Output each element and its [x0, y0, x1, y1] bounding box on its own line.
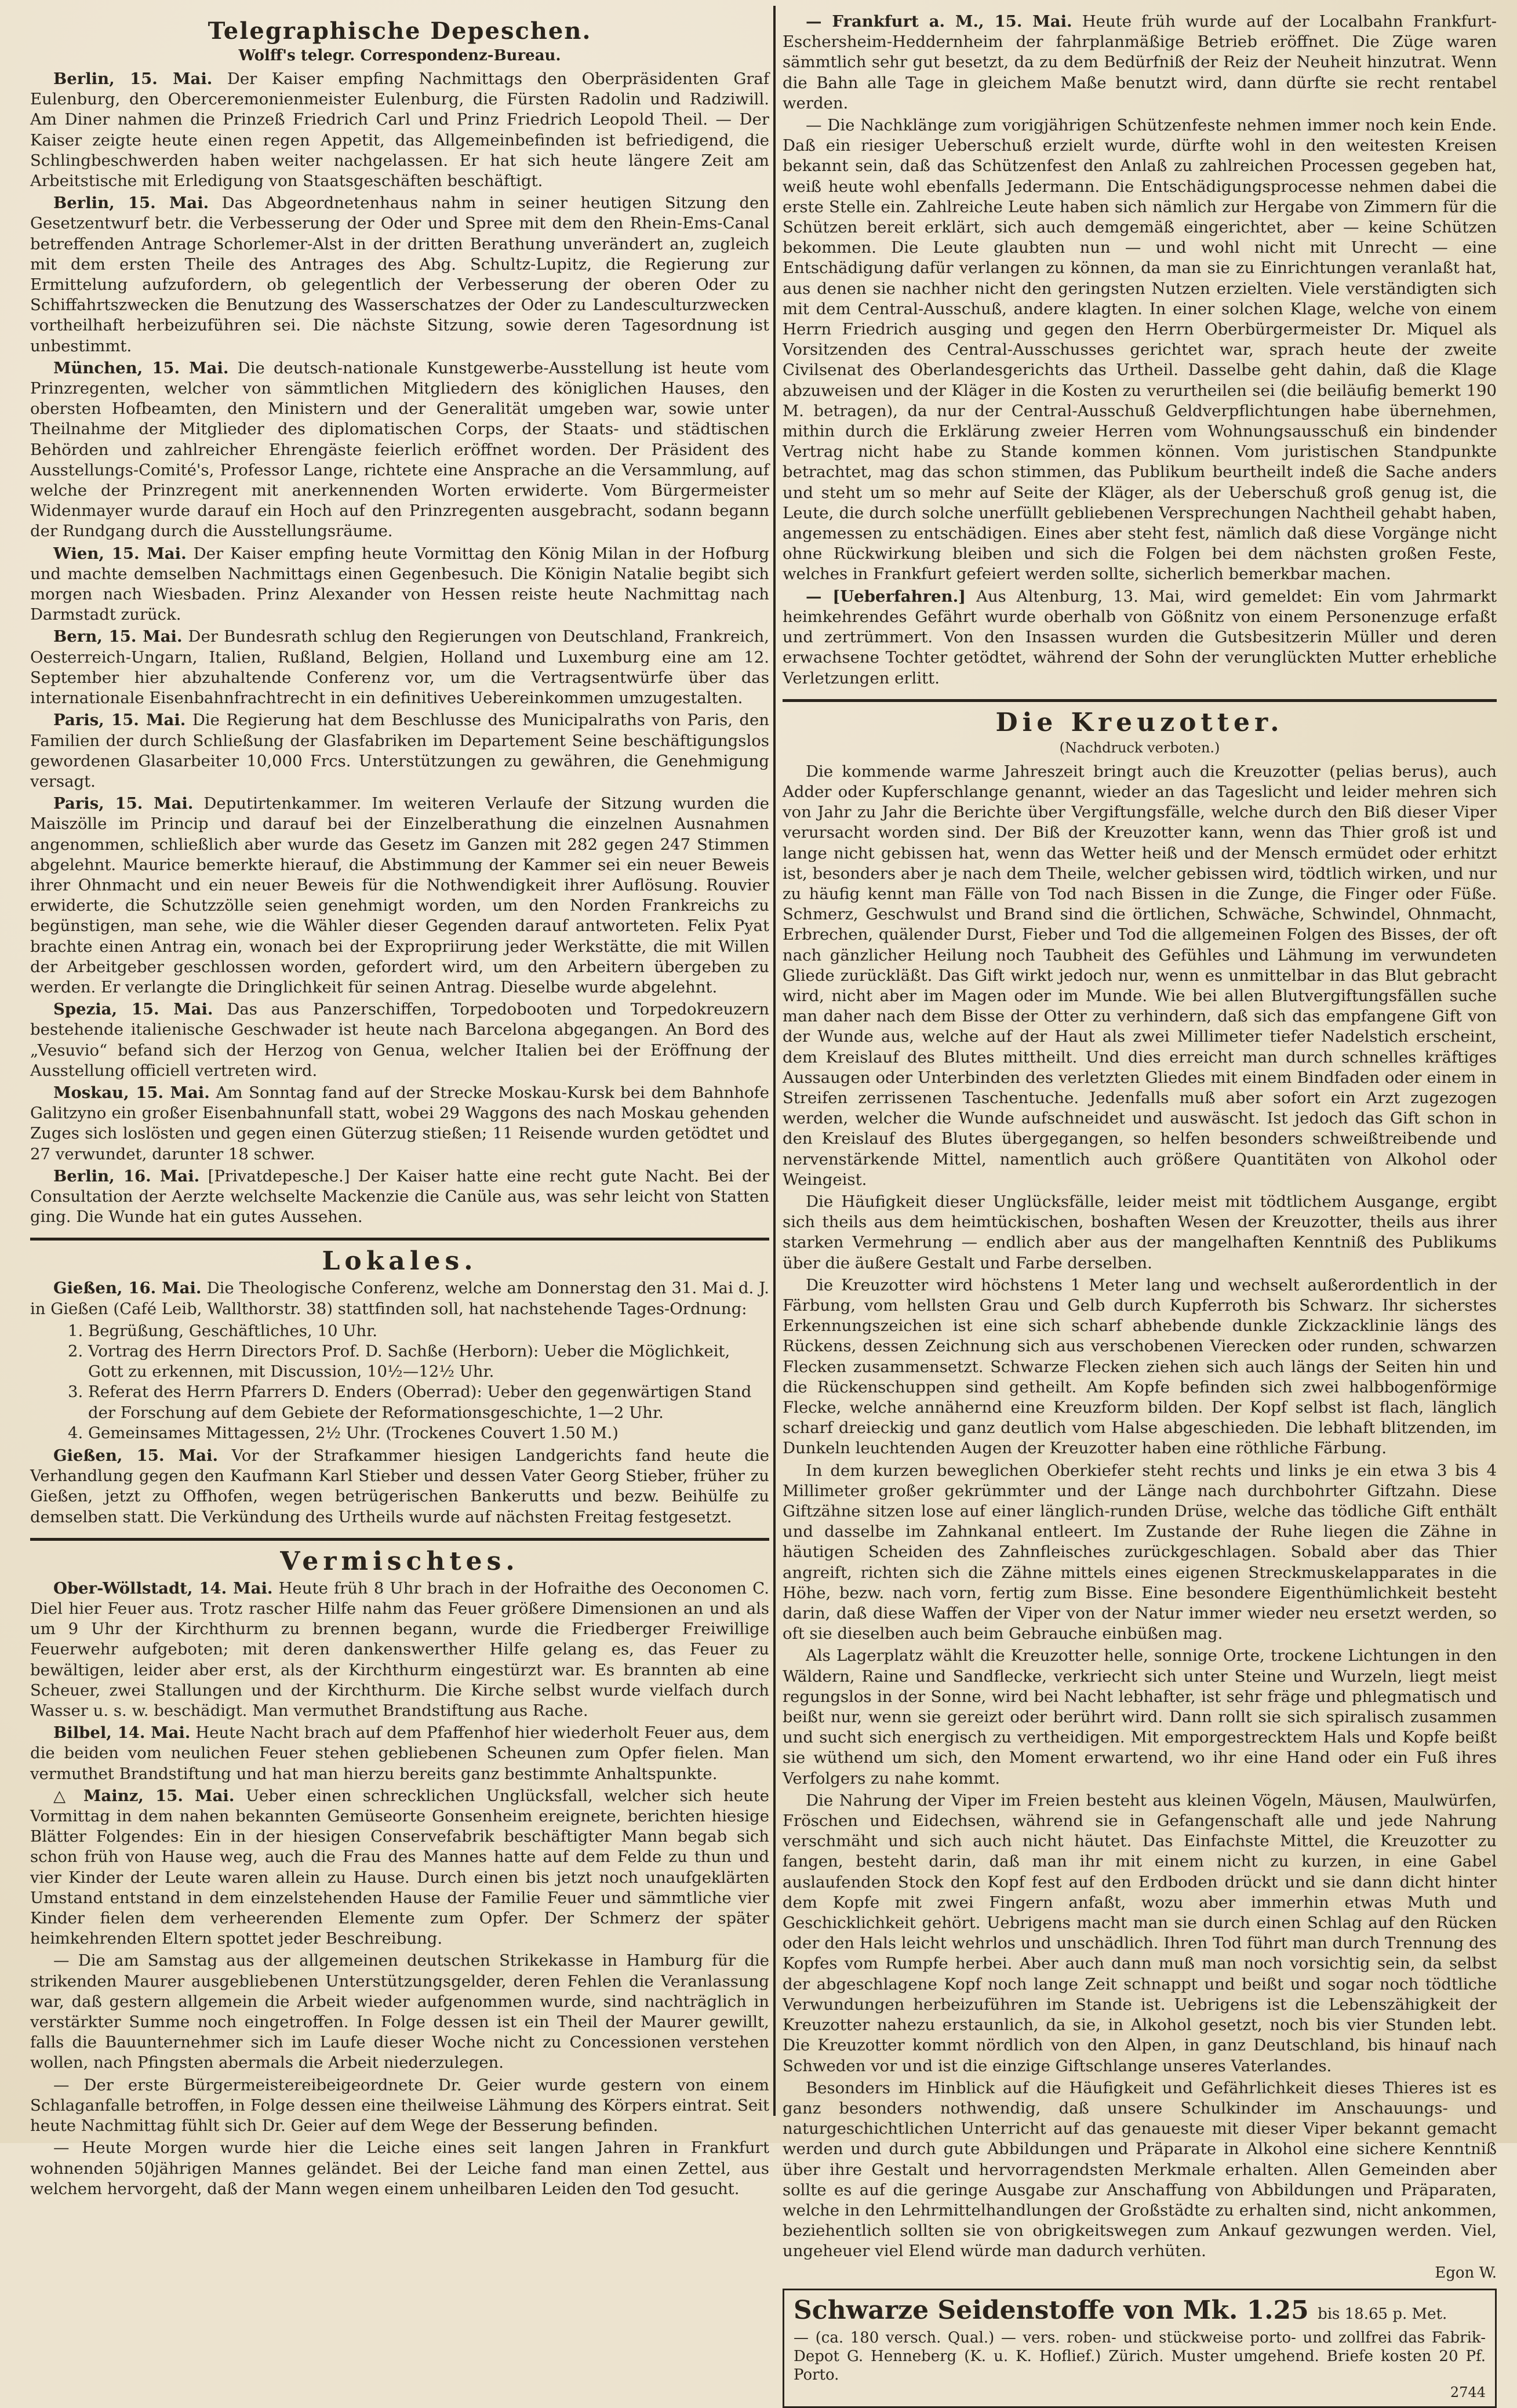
article-text: Die Regierung hat dem Beschlusse des Municipalraths von Paris, den Familien der durch Schließung der Glasfabriken im Departement Seine beschäftigungslos gewordenen Glasarbeiter 10,000 Frcs. Unterstützungen zu gewähren, die Genehmigung versagt. [30, 711, 769, 791]
article-text: Das Abgeordnetenhaus nahm in seiner heutigen Sitzung den Gesetzentwurf betr. die Verbesserung der Oder und Spree mit dem den Rhein-Ems-Canal betreffenden Antrage Schorlemer-Alst in der dritten Berathung unverändert an, zugleich mit dem ersten Theile des Antrages des Abg. Schultz-Lupitz, die Regierung zur Ermittelung aufzufordern, ob gelegentlich der Verbesserung der oberen Oder zu Schiffahrtszwecken die Benutzung des Wasserschatzes der Oder zu Landesculturzwecken vortheilhaft herbeizuführen sei. Die nächste Sitzung, sowie deren Tagesordnung ist unbestimmt. [30, 194, 769, 355]
article-paragraph: In dem kurzen beweglichen Oberkiefer steht rechts und links je ein etwa 3 bis 4 Millimeter großer gekrümmter und der Länge nach durchbohrter Giftzahn. Diese Giftzähne sitzen lose auf einer länglich-runden Drüse, welche das tödliche Gift enthält und dasselbe im Zahnkanal entleert. Im Zustande der Ruhe liegen die Zähne in häutigen Scheiden des Zahnfleisches zurückgeschlagen. Sobald aber das Thier angreift, richten sich die Zähne mittels eines eigenen Streckmuskelapparates in die Höhe, bezw. nach vorn, fertig zum Bisse. Eine besondere Eigenthümlichkeit besteht darin, daß diese Waffen der Viper von der Natur immer wieder neu ersetzt werden, so oft sie dieselben auch beim Gebrauche einbüßen mag. [783, 1461, 1497, 1643]
dateline: — Frankfurt a. M., 15. Mai. [806, 12, 1072, 31]
article-text: Heute Nacht brach auf dem Pfaffenhof hier wiederholt Feuer aus, dem die beiden vom neulichen Feuer stehen gebliebenen Scheunen zum Opfer fielen. Man vermuthet Brandstiftung und hat man hierzu bereits ganz bestimmte Anhaltspunkte. [30, 1723, 769, 1783]
vermischtes-title: Vermischtes. [280, 1546, 519, 1576]
article-text: [Privatdepesche.] Der Kaiser hatte eine recht gute Nacht. Bei der Consultation der Aerzte welchselte Mackenzie die Canüle aus, was sehr leicht von Statten ging. Die Wunde hat ein gutes Aussehen. [30, 1166, 769, 1227]
article-paragraph [30, 627, 769, 708]
agenda-item: 3. Referat des Herrn Pfarrers D. Enders (Oberrad): Ueber den gegenwärtigen Stand der Forschung auf dem Gebiete der Reformationsgeschichte, 1—2 Uhr. [88, 1382, 769, 1423]
article-paragraph [30, 1786, 769, 1949]
lokales-agenda [30, 1321, 769, 1443]
article-text: Der Bundesrath schlug den Regierungen von Deutschland, Frankreich, Oesterreich-Ungarn, Italien, Rußland, Belgien, Holland und Luxemburg eine am 12. September hier abzuhaltende Conferenz vor, um die Vertragsentwürfe über das internationale Eisenbahnfrachtrecht in ein definitives Uebereinkommen umzugestalten. [30, 627, 769, 708]
kreuzotter-note: (Nachdruck verboten.) [1059, 739, 1220, 756]
article-text: Heute früh 8 Uhr brach in der Hofraithe des Oeconomen C. Diel hier Feuer aus. Trotz rascher Hilfe nahm das Feuer größere Dimensionen an und als um 9 Uhr der Kirchthurm zu brennen begann, wurde die Friedberger Freiwillige Feuerwehr aufgeboten; mit deren dankenswerther Hilfe gelang es, das Feuer zu bewältigen, leider aber erst, als der Kirchthurm eingestürzt war. Es brannten ab eine Scheuer, zwei Stallungen und der Kirchthurm. Die Kirche selbst wurde vielfach durch Wasser u. s. w. beschädigt. Man vermuthet Brandstiftung aus Rache. [30, 1578, 769, 1720]
article-paragraph: Als Lagerplatz wählt die Kreuzotter helle, sonnige Orte, trockene Lichtungen in den Wäldern, Raine und Sandflecke, verkriecht sich unter Steine und Wurzeln, liegt meist regungslos in der Sonne, wird bei Nacht lebhafter, ist sehr fräge und phlegmatisch und beißt nur, wenn sie gereizt oder berührt wird. Dann rollt sie sich spiralisch zusammen und sucht sich energisch zu vertheidigen. Mit emporgestrecktem Hals und Kopfe beißt sie wüthend um sich, den Moment erwartend, wo ihr eine Hand oder ein Fuß ihres Verfolgers zu nahe kommt. [783, 1646, 1497, 1788]
article-text: — Die Nachklänge zum vorigjährigen Schützenfeste nehmen immer noch kein Ende. Daß ein riesiger Ueberschuß erzielt wurde, dürfte wohl in den weitesten Kreisen bekannt sein, daß das Schützenfest den Anlaß zu zahlreichen Processen gegeben hat, weiß heute wohl ebenfalls Jedermann. Die Entschädigungsprocesse nehmen dabei die erste Stelle ein. Zahlreiche Leute haben sich nämlich zur Hergabe von Zimmern für die Schützen bereit erklärt, sich auch demgemäß eingerichtet, aber — keine Schützen bekommen. Die Leute glaubten nun — und wohl nicht mit Unrecht — eine Entschädigung dafür verlangen zu können, da man sie zu Einrichtungen veranlaßt hat, aus denen sie nachher nicht den geringsten Nutzen erzielten. Viele verständigten sich mit dem Central-Ausschuß, andere klagten. In einer solchen Klage, welche von einem Herrn Friedrich ausging und gegen den Herrn Oberbürgermeister Dr. Miquel als Vorsitzenden des Central-Ausschusses gerichtet war, sprach heute der zweite Civilsenat des Oberlandesgerichts das Urtheil. Dasselbe geht dahin, daß die Klage abzuweisen und der Kläger in die Kosten zu verurtheilen sei (die beiläufig bemerkt 190 M. betragen), da nur der Central-Ausschuß Geldverpflichtungen habe übernehmen, mithin durch die Erklärung zweier Herren vom Wohnungsausschuß ein bindender Vertrag nicht habe zu Stande kommen können. Vom juristischen Standpunkte betrachtet, mag das schon stimmen, das Publikum beurtheilt indeß die Sache anders und steht um so mehr auf Seite der Kläger, als der Ueberschuß groß genug ist, die Leute, die durch solche unerfüllt gebliebenen Versprechungen Nachtheil gehabt haben, angemessen zu entschädigen. Eines aber steht fest, nämlich daß diese Vorgänge nicht ohne Rückwirkung bleiben und sich die Folgen bei dem nächsten großen Feste, welches in Frankfurt gefeiert werden sollte, sicherlich bemerkbar machen. [783, 116, 1497, 584]
section-divider [30, 1538, 769, 1541]
article-text: Ueber einen schrecklichen Unglücksfall, welcher sich heute Vormittag in dem nahen bekannten Gemüseorte Gonsenheim ereignete, berichten hiesige Blätter Folgendes: Ein in der hiesigen Conservefabrik beschäftigter Mann begab sich schon früh von Hause weg, auch die Frau des Mannes hatte auf dem Felde zu thun und vier Kinder der Leute waren allein zu Hause. Durch einen bis jetzt noch unaufgeklärten Umstand entstand in dem einzelstehenden Hause der Familie Feuer und sämmtliche vier Kinder fielen dem verheerenden Elemente zum Opfer. Der Schmerz der später heimkehrenden Eltern spottet jeder Beschreibung. [30, 1786, 770, 1948]
dateline: Gießen, 15. Mai. [53, 1446, 219, 1465]
dateline: Ober-Wöllstadt, 14. Mai. [53, 1578, 273, 1598]
article-text: Die deutsch-nationale Kunstgewerbe-Ausstellung ist heute vom Prinzregenten, welcher von sämmtlichen Mitgliedern des königlichen Hauses, den obersten Hofbeamten, den Ministern und der Generalität umgeben war, sowie unter Theilnahme der Mitglieder des diplomatischen Corps, der Staats- und städtischen Behörden und zahlreicher Ehrengäste feierlich eröffnet worden. Der Präsident des Ausstellungs-Comité's, Professor Lange, richtete eine Ansprache an die Versammlung, auf welche der Prinzregent mit anerkennenden Worten erwiderte. Vom Bürgermeister Widenmayer wurde darauf ein Hoch auf den Prinzregenten ausgebracht, sodann begann der Rundgang durch die Ausstellungsräume. [30, 358, 769, 541]
article-paragraph [30, 193, 769, 357]
article-paragraph [30, 544, 769, 625]
agenda-item: 1. Begrüßung, Geschäftliches, 10 Uhr. [88, 1321, 769, 1341]
article-paragraph [30, 1083, 769, 1165]
article-text: Deputirtenkammer. Im weiteren Verlaufe der Sitzung wurden die Maiszölle im Princip und darauf bei der Einzelberathung die einzelnen Ausnahmen angenommen, schließlich aber wurde das Gesetz im Ganzen mit 282 gegen 247 Stimmen abgelehnt. Maurice bemerkte hierauf, die Abstimmung der Kammer sei ein neuer Beweis ihrer Ohnmacht und ein neuer Beweis für die Nothwendigkeit ihrer Auflösung. Rouvier erwiderte, die Schutzzölle seien genehmigt worden, um den Norden Frankreichs zu begünstigen, man sehe, wie die Wähler dieser Gegenden darauf antworteten. Felix Pyat brachte einen Antrag ein, wonach bei der Expropriirung jeder Werkstätte, die mit Willen der Arbeitgeber geschlossen worden, gefordert wird, um den Arbeitern übergeben zu werden. Er verlangte die Dringlichkeit für seinen Antrag. Dieselbe wurde abgelehnt. [30, 794, 769, 996]
article-text: — Der erste Bürgermeistereibeigeordnete Dr. Geier wurde gestern von einem Schlaganfalle betroffen, in Folge dessen eine theilweise Lähmung des Körpers eintrat. Seit heute Nachmittag fühlt sich Dr. Geier auf dem Wege der Besserung befinden. [30, 2075, 769, 2136]
article-text: Der Kaiser empfing Nachmittags den Oberpräsidenten Graf Eulenburg, den Oberceremonienmeister Eulenburg, die Fürsten Radolin und Radziwill. Am Diner nahmen die Prinzeß Friedrich Carl und Prinz Friedrich Leopold Theil. — Der Kaiser zeigte heute einen regen Appetit, das Allgemeinbefinden ist befriedigend, die Schlingbeschwerden haben weiter nachgelassen. Er hat sich heute längere Zeit am Arbeitstische mit Erledigung von Staatsgeschäften beschäftigt. [30, 70, 770, 191]
dateline: Bern, 15. Mai. [53, 627, 183, 646]
dateline: Wien, 15. Mai. [53, 544, 187, 563]
dateline: Berlin, 15. Mai. [53, 194, 209, 213]
dateline: Paris, 15. Mai. [53, 711, 186, 730]
article-text: Vor der Strafkammer hiesigen Landgerichts fand heute die Verhandlung gegen den Kaufmann Karl Stieber und dessen Vater Georg Stieber, früher zu Gießen, jetzt zu Offhofen, wegen betrügerischen Bankerutts und bezw. Beihülfe zu demselben statt. Die Verkündung des Urtheils wurde auf nächsten Freitag festgesetzt. [30, 1446, 769, 1526]
dateline: Bilbel, 14. Mai. [53, 1723, 191, 1743]
article-paragraph [30, 999, 769, 1081]
dateline: △ Mainz, 15. Mai. [53, 1786, 235, 1805]
article-paragraph [30, 69, 769, 191]
article-text: — Heute Morgen wurde hier die Leiche eines seit langen Jahren in Frankfurt wohnenden 50jährigen Mannes geländet. Bei der Leiche fand man einen Zettel, aus welchem hervorgeht, daß der Mann wegen einem unheilbaren Leiden den Tod gesucht. [30, 2138, 769, 2198]
article-text: Heute früh wurde auf der Localbahn Frankfurt-Eschersheim-Heddernheim der fahrplanmäßige Betrieb eröffnet. Die Züge waren sämmtlich sehr gut besetzt, da zu dem Bedürfniß der Reiz der Neuheit hinzutrat. Wenn die Bahn alle Tage in gleichem Maße benutzt wird, dann dürfte sie recht rentabel werden. [783, 12, 1497, 112]
advertisement [783, 2289, 1497, 2408]
lokales-title: Lokales. [322, 1246, 478, 1276]
dateline: Paris, 15. Mai. [53, 794, 194, 813]
dateline: München, 15. Mai. [53, 358, 229, 377]
article-paragraph [30, 358, 769, 542]
article-text: Die Theologische Conferenz, welche am Donnerstag den 31. Mai d. J. in Gießen (Café Leib, Wallthorstr. 38) stattfinden soll, hat nachstehende Tages-Ordnung: [30, 1279, 769, 1318]
article-paragraph [30, 1578, 769, 1721]
column-divider [773, 6, 776, 2116]
dateline: Spezia, 15. Mai. [53, 1000, 213, 1019]
article-paragraph [30, 710, 769, 792]
article-paragraph [30, 794, 769, 998]
article-paragraph: Die Häufigkeit dieser Unglücksfälle, leider meist mit tödtlichem Ausgange, ergibt sich theils aus dem heimtückischen, boshaften Wesen der Kreuzotter, theils aus ihrer starken Vermehrung — endlich aber aus der mangelhaften Kenntniß des Publikums über die äußere Gestalt und Farbe derselben. [783, 1192, 1497, 1272]
dateline: — [Ueberfahren.] [806, 587, 966, 606]
article-paragraph: Besonders im Hinblick auf die Häufigkeit und Gefährlichkeit dieses Thieres ist es ganz besonders nothwendig, daß unsere Schulkinder im Anschauungs- und naturgeschichtlichen Unterricht auf das genaueste mit dieser Viper bekannt gemacht werden und durch gute Abbildungen und Präparate in Alkohol eine sichere Kenntniß über ihre Gestalt und hervorragendsten Merkmale erhalten. Allen Gemeinden aber sollte es auf die geringe Ausgabe zur Anschaffung von Abbildungen und Präparaten, welche in den Lehrmittelhandlungen der Großstädte zu erhalten sind, nicht ankommen, beziehentlich sollten sie von obrigkeitswegen zum Ankauf gezwungen werden. Viel, ungeheuer viel Elend würde man dadurch verhüten. [783, 2078, 1497, 2261]
ad-title-main: Schwarze Seidenstoffe von Mk. 1.25 [794, 2295, 1309, 2325]
kreuzotter-title: Die Kreuzotter. [995, 707, 1284, 737]
left-column [30, 12, 770, 2198]
article-paragraph [783, 12, 1497, 114]
agenda-item: 2. Vortrag des Herrn Directors Prof. D. Sachße (Herborn): Ueber die Möglichkeit, Gott zu erkennen, mit Discussion, 10½—12½ Uhr. [88, 1341, 769, 1382]
article-paragraph [30, 1446, 769, 1527]
right-column [783, 12, 1497, 2400]
article-paragraph: Die Nahrung der Viper im Freien besteht aus kleinen Vögeln, Mäusen, Maulwürfen, Fröschen und Eidechsen, während sie in Gefangenschaft alle und jede Nahrung verschmäht und sich auch nicht häutet. Das Einfachste Mittel, die Kreuzotter zu fangen, besteht darin, daß man ihr mit einem nicht zu kurzen, in eine Gabel auslaufenden Stock den Kopf fest auf den Erdboden drückt und sie dann dicht hinter dem Kopfe mit zwei Fingern anfaßt, wozu aber immerhin etwas Muth und Geschicklichkeit gehört. Uebrigens macht man sie durch einen Schlag auf den Rücken oder den Hals leicht wehrlos und unschädlich. Ihren Tod führt man durch Trennung des Kopfes vom Rumpfe herbei. Aber auch dann muß man noch vorsichtig sein, da selbst der abgeschlagene Kopf noch lange Zeit schnappt und beißt und sogar noch tödtliche Verwundungen herbeizuführen im Stande ist. Uebrigens ist die Lebenszähigkeit der Kreuzotter nahezu erstaunlich, da sie, in Alkohol gesetzt, noch bis vier Stunden lebt. Die Kreuzotter kommt nördlich von den Alpen, in ganz Deutschland, bis hinauf nach Schweden vor und ist die einzige Giftschlange unseres Vaterlandes. [783, 1791, 1497, 2075]
article-text: — Die am Samstag aus der allgemeinen deutschen Strikekasse in Hamburg für die strikenden Maurer ausgebliebenen Unterstützungsgelder, deren Fehlen die Veranlassung war, daß gestern allgemein die Arbeit wieder aufgenommen wurde, sind nachträglich in verstärkter Summe noch eingetroffen. In Folge dessen ist ein Theil der Maurer gewillt, falls die Bauunternehmer sich im Laufe dieser Woche nicht zu Concessionen verstehen wollen, nach Pfingsten abermals die Arbeit niederzulegen. [30, 1951, 769, 2072]
article-text: Am Sonntag fand auf der Strecke Moskau-Kursk bei dem Bahnhofe Galitzyno ein großer Eisenbahnunfall statt, wobei 29 Waggons des nach Moskau gehenden Zuges sich loslösten und gegen einen Güterzug stießen; 11 Reisende wurden getödtet und 27 verwundet, darunter 18 schwer. [30, 1083, 769, 1163]
telegraph-title: Telegraphische Depeschen. [208, 17, 592, 45]
article-paragraph: Die Kreuzotter wird höchstens 1 Meter lang und wechselt außerordentlich in der Färbung, vom hellsten Grau und Gelb durch Kupferroth bis Schwarz. Ihr sicherstes Erkennungszeichen ist eine sich scharf abhebende dunkle Zickzacklinie längs des Rückens, dessen Zeichnung sich aus verschobenen Vierecken oder runden, schwarzen Flecken zusammensetzt. Schwarze Flecken ziehen sich auch längs der Seiten hin und die Rückenschuppen sind getheilt. Am Kopfe befinden sich zwei halbbogenförmige Flecke, welche annähernd eine Kreuzform bilden. Der Kopf selbst ist flach, länglich scharf dreieckig und ganz deutlich vom Halse abgeschieden. Die lebhaft blitzenden, im Dunkeln leuchtenden Augen der Kreuzotter haben eine röthliche Färbung. [783, 1275, 1497, 1458]
dateline: Moskau, 15. Mai. [53, 1083, 210, 1102]
article-paragraph [30, 2138, 769, 2199]
article-paragraph [30, 1166, 769, 1228]
article-text: Das aus Panzerschiffen, Torpedobooten und Torpedokreuzern bestehende italienische Geschwader ist heute nach Barcelona abgegangen. An Bord des „Vesuvio“ befand sich der Herzog von Genua, welcher Italien bei der Eröffnung der Ausstellung officiell vertreten wird. [30, 1000, 769, 1080]
article-text: Aus Altenburg, 13. Mai, wird gemeldet: Ein vom Jahrmarkt heimkehrendes Gefährt wurde oberhalb von Gößnitz von einem Personenzuge erfaßt und zertrümmert. Von den Insassen wurden die Gutsbesitzerin Müller und deren erwachsene Tochter getödtet, während der Sohn der verunglückten Mutter erhebliche Verletzungen erlitt. [783, 587, 1497, 688]
article-paragraph: Die kommende warme Jahreszeit bringt auch die Kreuzotter (pelias berus), auch Adder oder Kupferschlange genannt, wieder an das Tageslicht und leider mehren sich von Jahr zu Jahr die Berichte über Vergiftungsfälle, welche durch den Biß dieser Viper verursacht worden sind. Der Biß der Kreuzotter kann, wenn das Thier groß ist und lange nicht gebissen hat, wenn das Wetter heiß und der Mensch ermüdet oder erhitzt ist, besonders aber je nach dem Theile, welcher gebissen wird, tödtlich wirken, und nur zu häufig kennt man Fälle von Tod nach Bissen in die Zunge, die Finger oder Füße. Schmerz, Geschwulst und Brand sind die örtlichen, Schwäche, Schwindel, Ohnmacht, Erbrechen, quälender Durst, Fieber und Tod die allgemeinen Folgen des Bisses, der oft nach gänzlicher Heilung noch Taubheit des Gefühles und Lähmung im verwundeten Gliede zurückläßt. Das Gift wirkt jedoch nur, wenn es unmittelbar in das Blut gebracht wird, nicht aber im Magen oder im Munde. Wie bei allen Blutvergiftungsfällen suche man daher nach dem Bisse der Otter zu verhindern, daß sich das empfangene Gift von der Wunde aus, welche auf der Haut als zwei Millimeter tiefer Nadelstich erscheint, dem Kreislauf des Blutes mittheilt. Und dies erreicht man durch schnelles kräftiges Aussaugen oder Unterbinden des verletzten Gliedes mit einem Bindfaden oder einem in Streifen zerrissenen Taschentuche. Jedenfalls muß aber sofort ein Arzt zugezogen werden, welcher die Wunde aufschneidet und auswäscht. Ist jedoch das Gift schon in den Kreislauf des Blutes übergegangen, so helfen besonders schweißtreibende und nervenstärkende Mittel, namentlich auch größere Quantitäten von Alkohol oder Weingeist. [783, 762, 1497, 1189]
lokales-items2 [30, 1446, 769, 1527]
lokales-items [30, 1278, 769, 1319]
article-paragraph [30, 1951, 769, 2073]
article-paragraph [783, 587, 1497, 689]
article-text: Der Kaiser empfing heute Vormittag den König Milan in der Hofburg und machte demselben Nachmittags einen Gegenbesuch. Die Königin Natalie begibt sich morgen nach Wiesbaden. Prinz Alexander von Hessen reiste heute Nachmittag nach Darmstadt zurück. [30, 544, 769, 624]
right-top-items [783, 12, 1497, 689]
section-divider [783, 699, 1497, 702]
ad-title [794, 2296, 1486, 2329]
article-paragraph [30, 2075, 769, 2137]
article-paragraph [783, 115, 1497, 585]
kreuzotter-paragraphs [783, 762, 1497, 2262]
agenda-item: 4. Gemeinsames Mittagessen, 2½ Uhr. (Trockenes Couvert 1.50 M.) [88, 1423, 769, 1443]
dateline: Berlin, 16. Mai. [53, 1166, 200, 1185]
dateline: Gießen, 16. Mai. [53, 1279, 202, 1298]
ad-text: — (ca. 180 versch. Qual.) — vers. roben- und stückweise porto- und zollfrei das Fabrik-Depot G. Henneberg (K. u. K. Hoflief.) Zürich. Muster umgehend. Briefe kosten 20 Pf. Porto. [794, 2329, 1486, 2384]
vermischtes-items [30, 1578, 769, 2199]
ad-title-small: bis 18.65 p. Met. [1318, 2305, 1447, 2323]
dateline: Berlin, 15. Mai. [53, 70, 213, 88]
telegraph-subtitle: Wolff's telegr. Correspondenz-Bureau. [238, 47, 561, 64]
telegraph-items [30, 69, 769, 1227]
article-paragraph [30, 1723, 769, 1784]
article-paragraph [30, 1278, 769, 1319]
section-divider [30, 1238, 769, 1241]
ad-number: 2744 [1450, 2384, 1486, 2400]
kreuzotter-signature: Egon W. [1435, 2264, 1497, 2282]
